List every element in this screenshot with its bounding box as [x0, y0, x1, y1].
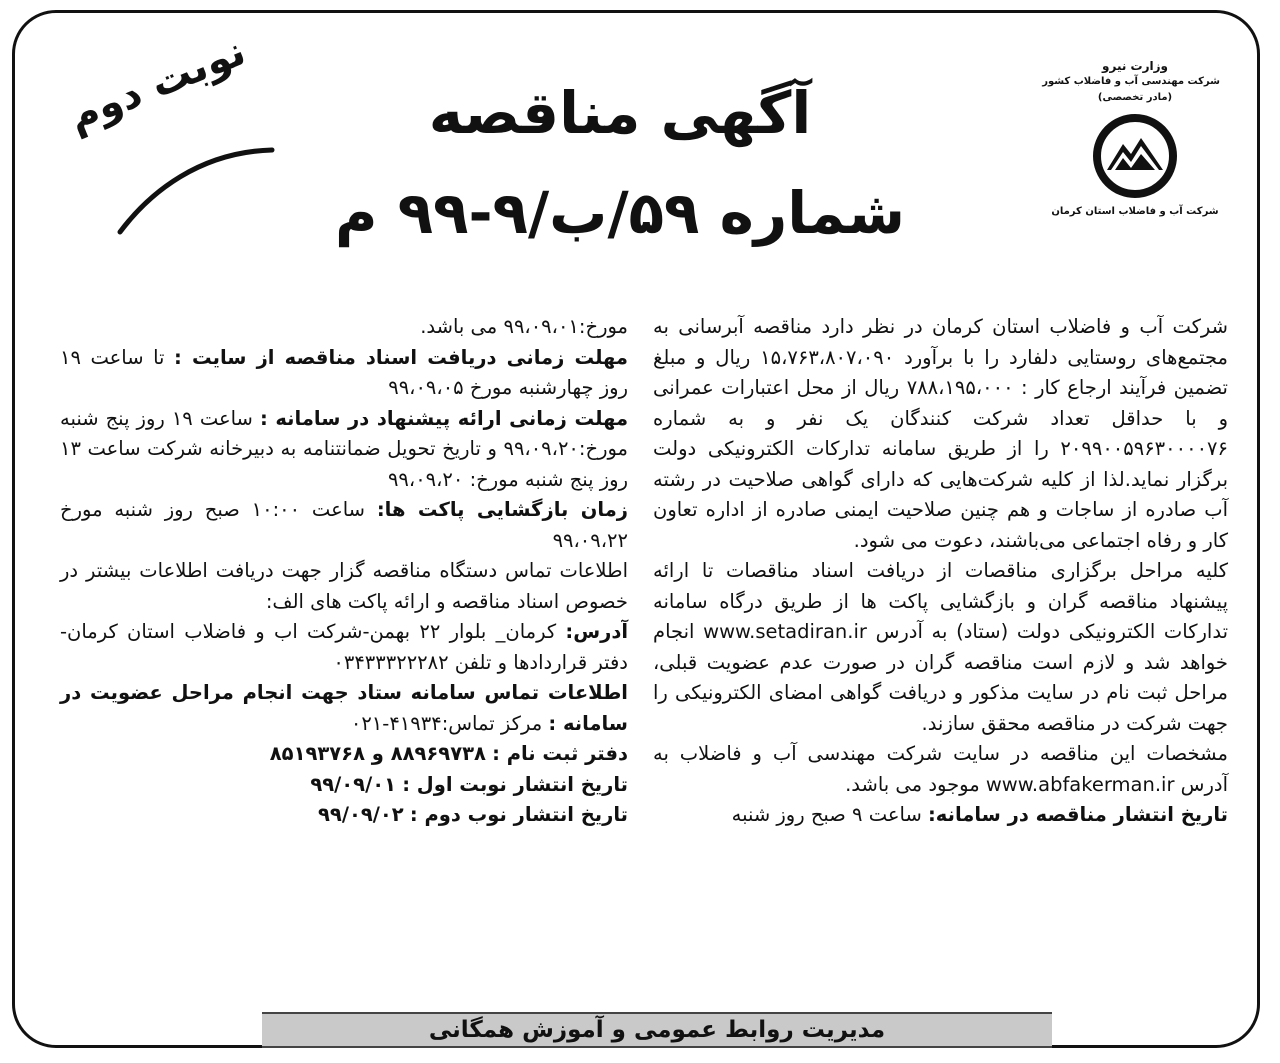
- paragraph-intro: شرکت آب و فاضلاب استان کرمان در نظر دارد مناقصه آبرسانی به مجتمع‌های روستایی دلفارد را با برآورد ۱۵،۷۶۳،۸۰۷،۰۹۰ ریال و مبلغ تضمین فرآیند ارجاع کار : ۷۸۸،۱۹۵،۰۰۰ ریال از محل اعتبارات عمرانی و با حداقل تعداد شرکت کنندگان یک نفر و به شماره ۲۰۹۹۰۰۵۹۶۳۰۰۰۰۷۶ را از طریق سامانه تدارکات الکترونیکی دولت برگزار نماید.لذا از کلیه شرکت‌هایی که دارای گواهی صلاحیت در رشته آب صادره از ساجات و هم چنین صلاحیت ایمنی صادره از اداره تعاون کار و رفاه اجتماعی می‌باشند، دعوت می شود.: [653, 315, 1228, 552]
- opening-label: زمان بازگشایی پاکت ها:: [376, 498, 629, 521]
- setad-label: اطلاعات تماس سامانه ستاد جهت انجام مراحل عضویت در سامانه :: [60, 681, 628, 735]
- pub2-value: ۹۹/۰۹/۰۲: [318, 803, 404, 826]
- paragraph-registry: [60, 739, 628, 770]
- address-label: آدرس:: [565, 620, 629, 643]
- registry-label: دفتر ثبت نام :: [492, 742, 628, 765]
- page-title: آگهی مناقصه: [428, 79, 812, 147]
- opening-value: ساعت ۱۰:۰۰ صبح روز شنبه مورخ ۹۹،۰۹،۲۲: [60, 498, 628, 552]
- right-column: [653, 312, 1228, 831]
- pub2-label: تاریخ انتشار نوب دوم :: [409, 803, 628, 826]
- paragraph-pub2: [60, 800, 628, 831]
- pub1-label: تاریخ انتشار نوبت اول :: [402, 772, 628, 796]
- publish-label: تاریخ انتشار مناقصه در سامانه:: [928, 803, 1228, 826]
- bid-deadline-value: ساعت ۱۹ روز پنج شنبه مورخ:۹۹،۰۹،۲۰ و تاریخ تحویل ضمانتنامه به دبیرخانه شرکت ساعت ۱۳ روز پنج شنبه مورخ: ۹۹،۰۹،۲۰: [60, 406, 628, 491]
- parent-company-note: (مادر تخصصی): [1097, 92, 1173, 103]
- bid-deadline-label: مهلت زمانی ارائه پیشنهاد در سامانه :: [259, 406, 629, 430]
- paragraph-doc-deadline: [60, 343, 628, 404]
- paragraph-bid-deadline: [60, 404, 628, 496]
- pub1-value: ۹۹/۰۹/۰۱: [310, 772, 396, 796]
- parent-company-name: شرکت مهندسی آب و فاضلاب کشور: [1042, 76, 1220, 87]
- stamp-underline-icon: [110, 132, 280, 242]
- doc-deadline-label: مهلت زمانی دریافت اسناد مناقصه از سایت :: [174, 345, 628, 369]
- address-value: کرمان_ بلوار ۲۲ بهمن-شرکت اب و فاضلاب استان کرمان-دفتر قراردادها و تلفن ۰۳۴۳۳۳۲۲۲۸۲: [60, 620, 628, 674]
- company-name: شرکت آب و فاضلاب استان کرمان: [1051, 206, 1219, 217]
- paragraph-procedure: کلیه مراحل برگزاری مناقصات از دریافت اسناد مناقصات تا ارائه پیشنهاد مناقصه گران و بازگشایی پاکت ها از طریق درگاه سامانه تدارکات الکترونیکی دولت (ستاد) به آدرس www.setadiran.ir انجام خواهد شد و لازم است مناقصه گران در صورت عدم عضویت قبلی، مراحل ثبت نام در سایت مذکور و دریافت گواهی امضای الکترونیکی را جهت شرکت در مناقصه محقق سازند.: [653, 559, 1228, 735]
- doc-deadline-value: تا ساعت ۱۹ روز چهارشنبه مورخ ۹۹،۰۹،۰۵: [60, 345, 628, 399]
- paragraph-pub1: [60, 770, 628, 801]
- paragraph-opening: [60, 495, 628, 556]
- footer-department: مدیریت روابط عمومی و آموزش همگانی: [262, 1012, 1052, 1048]
- paragraph-contact-intro: اطلاعات تماس دستگاه مناقصه گزار جهت دریافت اطلاعات بیشتر در خصوص اسناد مناقصه و ارائه پاکت های الف:: [60, 559, 628, 613]
- tender-number: شماره ۵۹/ب/۹-۹۹ م: [335, 179, 905, 247]
- paragraph-setad: [60, 678, 628, 739]
- left-column: [60, 312, 628, 831]
- paragraph-publish: [653, 800, 1228, 831]
- registry-value: ۸۸۹۶۹۷۳۸ و ۸۵۱۹۳۷۶۸: [269, 742, 486, 765]
- paragraph-specs: مشخصات این مناقصه در سایت شرکت مهندسی آب و فاضلاب به آدرس www.abfakerman.ir موجود می باشد.: [653, 742, 1228, 796]
- paragraph-date-intro: مورخ:۹۹،۰۹،۰۱ می باشد.: [420, 315, 628, 338]
- round-stamp: نوبت دوم: [62, 28, 252, 141]
- water-drop-emblem-icon: [1093, 114, 1177, 198]
- company-logo-block: [1042, 58, 1220, 220]
- paragraph-address: [60, 617, 628, 678]
- setad-value: مرکز تماس:۴۱۹۳۴-۰۲۱: [350, 711, 543, 735]
- publish-value: ساعت ۹ صبح روز شنبه: [731, 803, 922, 826]
- ministry-name: وزارت نیرو: [1102, 59, 1168, 73]
